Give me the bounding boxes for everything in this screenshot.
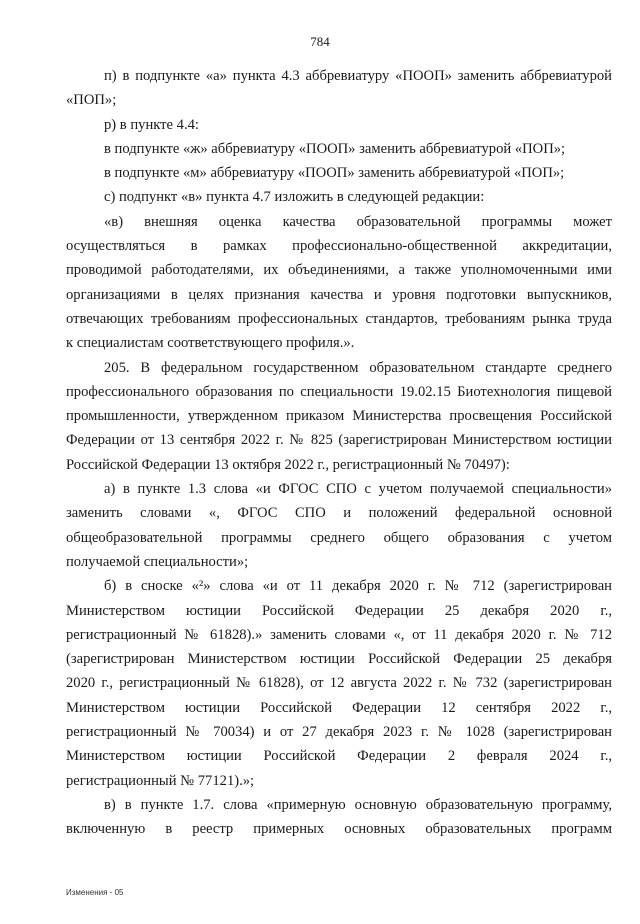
text-line: б) в сноске «²» слова «и от 11 декабря 2020 г. № 712 (зарегистрирован (104, 578, 612, 595)
text-line: общеобразовательной программы среднего общего образования с учетом (66, 529, 612, 546)
text-line: Министерством юстиции Российской Федерации 25 декабря 2020 г., (66, 602, 612, 619)
text-line: в подпункте «ж» аббревиатуру «ПООП» заменить аббревиатурой «ПОП»; (104, 140, 566, 157)
document-body (66, 64, 612, 842)
text-line: «ПОП»; (66, 92, 117, 109)
text-line: организациями в целях признания качества и уровня подготовки выпускников, (66, 286, 612, 303)
text-line: в подпункте «м» аббревиатуру «ПООП» заменить аббревиатурой «ПОП»; (104, 165, 565, 182)
text-line: регистрационный № 70034) и от 27 декабря 2023 г. № 1028 (зарегистрирован (66, 724, 612, 741)
text-line: промышленности, утвержденном приказом Министерства просвещения Российской (66, 408, 612, 425)
text-line: заменить словами «, ФГОС СПО и положений федеральной основной (66, 505, 612, 522)
text-line: (зарегистрирован Министерством юстиции Российской Федерации 25 декабря (66, 651, 612, 668)
text-line: Министерством юстиции Российской Федерации 12 сентября 2022 г., (66, 699, 612, 716)
text-line: п) в подпункте «а» пункта 4.3 аббревиатуру «ПООП» заменить аббревиатурой (104, 68, 612, 84)
text-line: 205. В федеральном государственном образовательном стандарте среднего (104, 359, 612, 376)
text-line: с) подпункт «в» пункта 4.7 изложить в следующей редакции: (104, 189, 485, 206)
page-number: 784 (310, 34, 330, 49)
text-line: регистрационный № 77121).»; (66, 772, 255, 789)
text-line: проводимой работодателями, их объединениями, а также уполномоченными ими (66, 262, 612, 279)
text-line: включенную в реестр примерных основных образовательных программ (66, 821, 612, 838)
text-line: отвечающих требованиям профессиональных стандартов, требованиям рынка труда (66, 310, 612, 327)
text-line: регистрационный № 61828).» заменить словами «, от 11 декабря 2020 г. № 712 (66, 626, 612, 643)
text-line: осуществляться в рамках профессионально-общественной аккредитации, (66, 238, 612, 255)
text-line: Российской Федерации 13 октября 2022 г., регистрационный № 70497): (66, 456, 510, 473)
text-line: к специалистам соответствующего профиля.». (66, 335, 355, 352)
text-line: «в) внешняя оценка качества образовательной программы может (104, 213, 612, 230)
text-line: получаемой специальности»; (66, 553, 249, 570)
footer-mark: Изменения - 05 (66, 888, 124, 897)
text-line: Федерации от 13 сентября 2022 г. № 825 (зарегистрирован Министерством юстиции (66, 432, 612, 449)
text-line: р) в пункте 4.4: (104, 116, 199, 133)
text-line: в) в пункте 1.7. слова «примерную основную образовательную программу, (104, 796, 612, 813)
text-line: профессионального образования по специальности 19.02.15 Биотехнология пищевой (66, 383, 612, 400)
text-line: 2020 г., регистрационный № 61828), от 12 августа 2022 г. № 732 (зарегистрирован (66, 675, 612, 692)
text-line: а) в пункте 1.3 слова «и ФГОС СПО с учетом получаемой специальности» (104, 481, 612, 498)
text-line: Министерством юстиции Российской Федерации 2 февраля 2024 г., (66, 748, 612, 765)
